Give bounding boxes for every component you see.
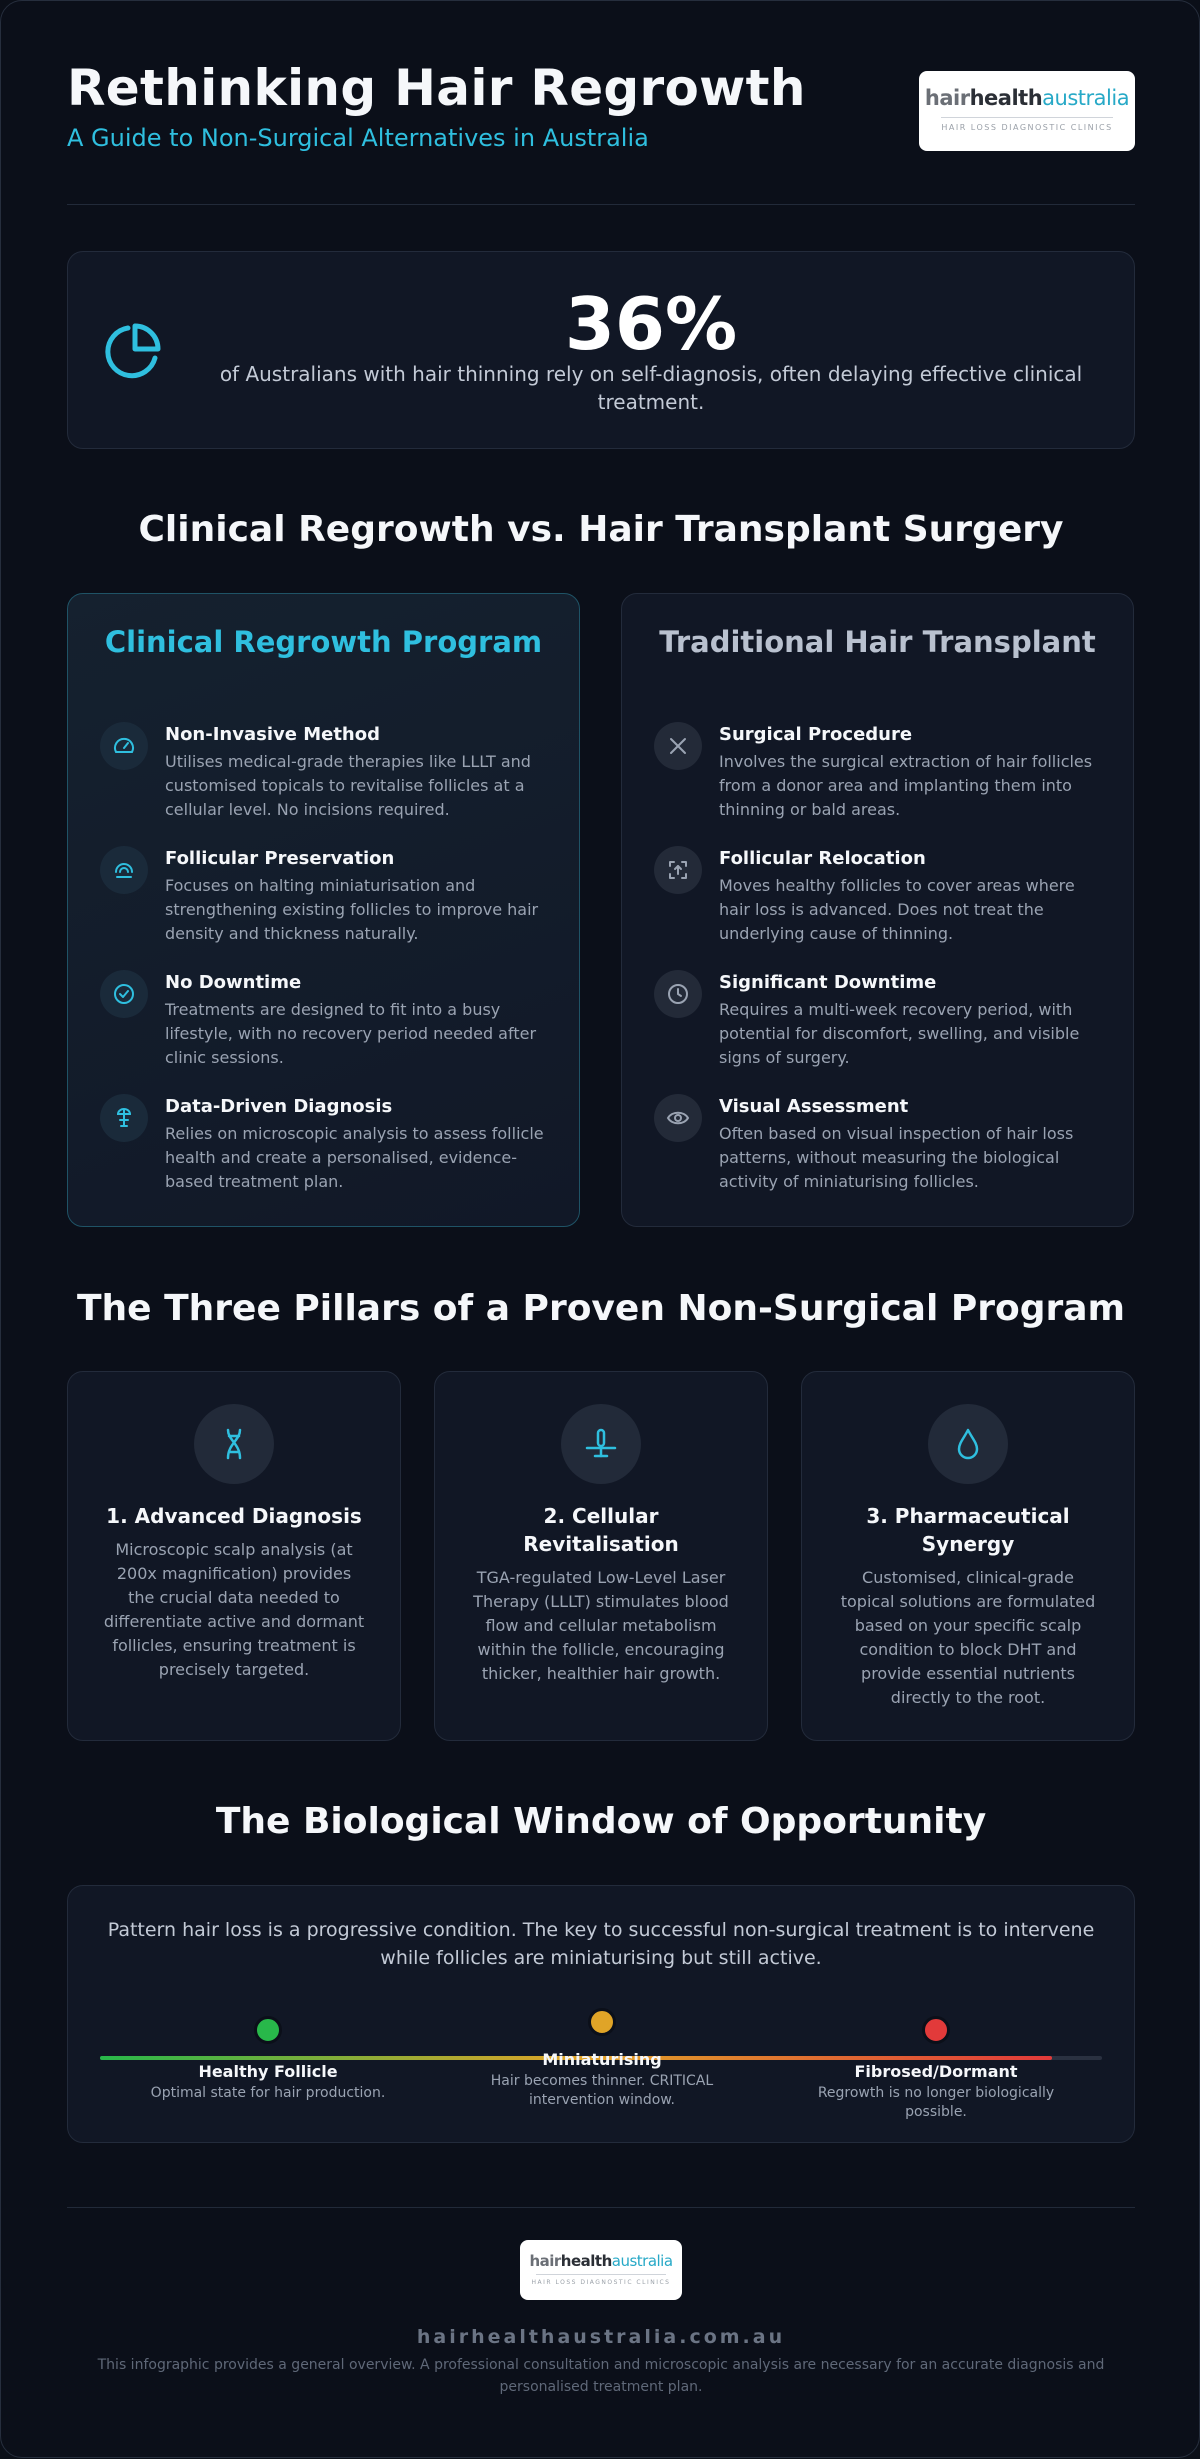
- x-icon: [666, 734, 690, 758]
- feature-title: Follicular Preservation: [165, 848, 395, 869]
- footer-disclaimer: This infographic provides a general overview. A professional consultation and microscopic analysis are necessary for an accurate diagnosis and personalised treatment plan.: [97, 2357, 1105, 2395]
- logo-tagline: HAIR LOSS DIAGNOSTIC CLINICS: [941, 123, 1113, 132]
- stage-desc: Hair becomes thinner. CRITICAL intervention window.: [490, 2073, 714, 2108]
- hair-transplant-card: [621, 593, 1134, 1227]
- stage-dot-red: [922, 2016, 950, 2044]
- feature-significant-downtime: [654, 970, 1105, 1080]
- stat-value: 36%: [564, 282, 738, 366]
- page-title: Rethinking Hair Regrowth: [67, 59, 806, 117]
- window-intro: Pattern hair loss is a progressive condition. The key to successful non-surgical treatment is to intervene while follicles are miniaturising but still active.: [107, 1919, 1095, 1969]
- feature-title: Visual Assessment: [719, 1096, 909, 1117]
- feature-follicular-relocation: [654, 846, 1105, 956]
- footer: [67, 2207, 1135, 2459]
- pillar-title: 3. Pharmaceutical Synergy: [866, 1504, 1070, 1556]
- dna-icon: [216, 1426, 252, 1462]
- logo-divider: [536, 2274, 666, 2275]
- laser-icon: [583, 1426, 619, 1462]
- pillar-desc: TGA-regulated Low-Level Laser Therapy (LLLT) stimulates blood flow and cellular metabolism within the follicle, encouraging thicker, healthier hair growth.: [473, 1568, 729, 1683]
- logo-wordmark: hairhealthaustralia: [924, 86, 1130, 110]
- pillars-title: The Three Pillars of a Proven Non-Surgical Program: [76, 1288, 1126, 1329]
- feature-desc: Often based on visual inspection of hair loss patterns, without measuring the biological activity of miniaturising follicles.: [719, 1124, 1074, 1191]
- feature-desc: Relies on microscopic analysis to assess follicle health and create a personalised, evidence-based treatment plan.: [165, 1124, 544, 1191]
- stage-desc: Regrowth is no longer biologically possible.: [817, 2085, 1055, 2120]
- pillar-advanced-diagnosis: [67, 1371, 401, 1741]
- feature-title: Surgical Procedure: [719, 724, 913, 745]
- eye-icon: [666, 1106, 690, 1130]
- feature-title: Significant Downtime: [719, 972, 937, 993]
- stage-label: Healthy Follicle: [198, 2062, 338, 2081]
- feature-desc: Involves the surgical extraction of hair follicles from a donor area and implanting them into thinning or bald areas.: [719, 752, 1093, 819]
- relocate-icon: [666, 858, 690, 882]
- clinical-card-title: Clinical Regrowth Program: [104, 625, 543, 659]
- gauge-icon: [112, 734, 136, 758]
- logo-wordmark: hairhealthaustralia: [529, 2252, 673, 2270]
- feature-desc: Moves healthy follicles to cover areas where hair loss is advanced. Does not treat the underlying cause of thinning.: [719, 876, 1075, 943]
- stat-text: of Australians with hair thinning rely on self-diagnosis, often delaying effective clinical treatment.: [219, 362, 1083, 414]
- rainbow-icon: [112, 858, 136, 882]
- check-circle-icon: [112, 982, 136, 1006]
- microscope-icon: [112, 1106, 136, 1130]
- stage-label: Fibrosed/Dormant: [854, 2062, 1018, 2081]
- footer-website-link[interactable]: hairhealthaustralia.com.au: [416, 2326, 786, 2348]
- pillar-desc: Microscopic scalp analysis (at 200x magnification) provides the crucial data needed to differentiate active and dormant follicles, ensuring treatment is precisely targeted.: [103, 1540, 365, 1679]
- feature-desc: Utilises medical-grade therapies like LLLT and customised topicals to revitalise follicles at a cellular level. No incisions required.: [165, 752, 531, 819]
- pillar-title: 1. Advanced Diagnosis: [106, 1504, 362, 1528]
- transplant-card-title: Traditional Hair Transplant: [659, 625, 1096, 659]
- pillar-desc: Customised, clinical-grade topical solutions are formulated based on your specific scalp condition to block DHT and provide essential nutrients directly to the root.: [840, 1568, 1096, 1707]
- stat-card: [67, 251, 1135, 449]
- feature-no-downtime: [100, 970, 551, 1080]
- clinical-regrowth-card: [67, 593, 580, 1227]
- footer-logo[interactable]: [520, 2240, 682, 2300]
- stage-label: Miniaturising: [542, 2050, 662, 2069]
- feature-follicular-preservation: [100, 846, 551, 956]
- feature-title: Data-Driven Diagnosis: [165, 1096, 393, 1117]
- stage-dot-green: [254, 2016, 282, 2044]
- stage-dot-amber: [588, 2008, 616, 2036]
- feature-title: Follicular Relocation: [719, 848, 926, 869]
- clock-icon: [666, 982, 690, 1006]
- feature-title: Non-Invasive Method: [165, 724, 380, 745]
- feature-surgical-procedure: [654, 722, 1105, 832]
- window-card: [67, 1885, 1135, 2143]
- pillar-cellular-revitalisation: [434, 1371, 768, 1741]
- window-title: The Biological Window of Opportunity: [215, 1801, 987, 1842]
- feature-visual-assessment: [654, 1094, 1105, 1204]
- logo-tagline: HAIR LOSS DIAGNOSTIC CLINICS: [531, 2279, 671, 2286]
- pillar-title: 2. Cellular Revitalisation: [523, 1504, 679, 1556]
- feature-non-invasive: [100, 722, 551, 832]
- brand-logo[interactable]: [919, 71, 1135, 151]
- feature-desc: Treatments are designed to fit into a busy lifestyle, with no recovery period needed after clinic sessions.: [165, 1000, 537, 1067]
- page-subtitle: A Guide to Non-Surgical Alternatives in Australia: [67, 124, 649, 152]
- feature-desc: Focuses on halting miniaturisation and strengthening existing follicles to improve hair density and thickness naturally.: [165, 876, 539, 943]
- feature-desc: Requires a multi-week recovery period, with potential for discomfort, swelling, and visible signs of surgery.: [719, 1000, 1080, 1067]
- feature-title: No Downtime: [165, 972, 302, 993]
- droplet-icon: [950, 1426, 986, 1462]
- pie-chart-icon: [102, 320, 164, 382]
- pillar-pharmaceutical-synergy: [801, 1371, 1135, 1741]
- stage-desc: Optimal state for hair production.: [150, 2085, 386, 2101]
- feature-data-driven-diagnosis: [100, 1094, 551, 1204]
- header: [67, 1, 1135, 205]
- comparison-title: Clinical Regrowth vs. Hair Transplant Surgery: [138, 509, 1064, 550]
- logo-divider: [941, 117, 1113, 118]
